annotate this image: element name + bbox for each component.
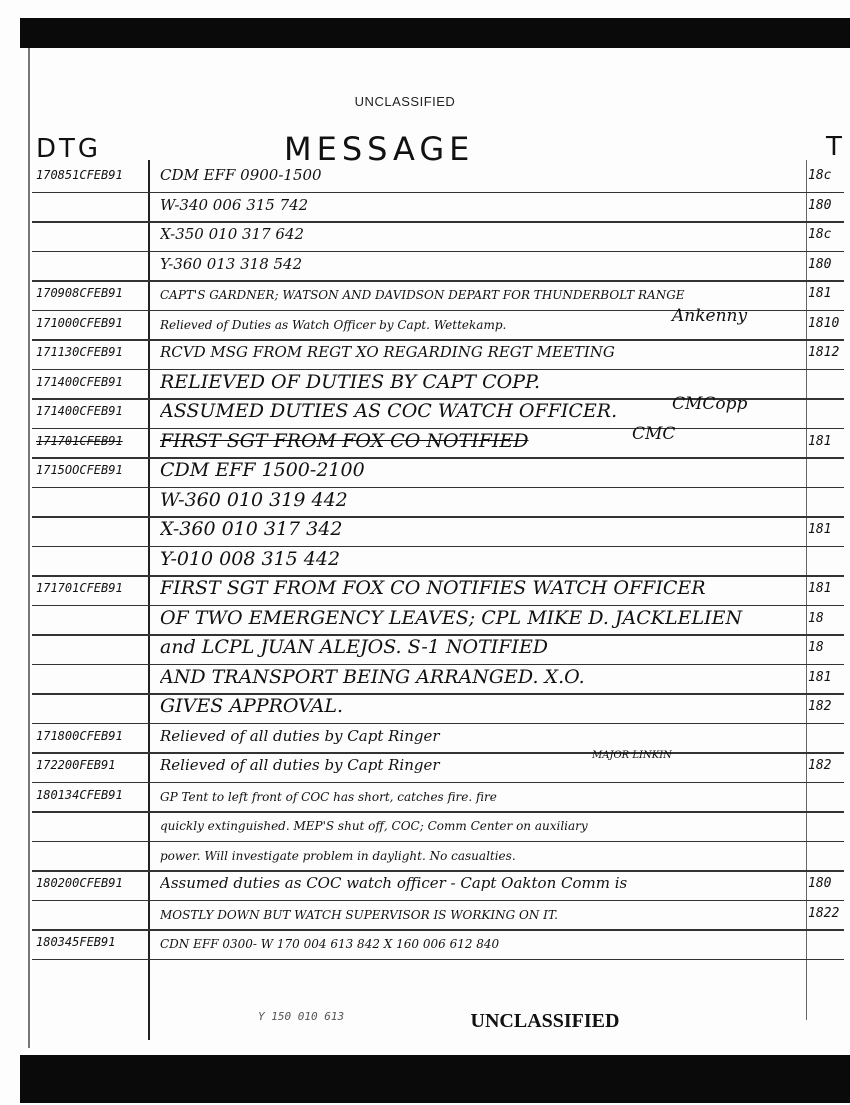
row-time: 1810 (808, 315, 840, 331)
row-message: Relieved of all duties by Capt Ringer (160, 726, 440, 745)
classification-footer: UNCLASSIFIED (470, 1010, 620, 1032)
row-message: CAPT'S GARDNER; WATSON AND DAVIDSON DEPART FOR THUNDERBOLT RANGE (160, 288, 685, 302)
log-row (32, 843, 844, 871)
row-message: ASSUMED DUTIES AS COC WATCH OFFICER. (160, 400, 618, 422)
log-row (32, 194, 844, 222)
row-message: Y-010 008 315 442 (160, 547, 341, 570)
row-message: RELIEVED OF DUTIES BY CAPT COPP. (160, 370, 541, 393)
row-time: 182 (808, 758, 832, 773)
row-dtg: 180200CFEB91 (36, 876, 123, 890)
log-row (32, 931, 844, 959)
log-row (32, 548, 844, 576)
row-message: W-340 006 315 742 (160, 195, 309, 214)
row-message: CDM EFF 0900-1500 (160, 166, 322, 184)
scan-border-top (20, 18, 850, 48)
row-signature: CMC (632, 423, 676, 444)
row-message: and LCPL JUAN ALEJOS. S-1 NOTIFIED (160, 636, 549, 658)
row-message: MOSTLY DOWN BUT WATCH SUPERVISOR IS WORKING ON IT. (160, 907, 558, 922)
scan-border-bottom (20, 1055, 850, 1103)
row-time: 181 (808, 433, 832, 449)
row-time: 181 (808, 669, 832, 685)
row-message: X-350 010 317 642 (160, 225, 305, 243)
log-row (32, 784, 844, 812)
log-row (32, 341, 844, 369)
row-signature: CMCopp (672, 394, 748, 414)
row-time: 18 (808, 640, 824, 655)
log-row (32, 489, 844, 517)
row-time: 180 (808, 876, 832, 891)
row-time: 1822 (808, 905, 840, 921)
column-header-message: MESSAGE (284, 130, 475, 168)
row-signature: MAJOR LINKIN (592, 750, 672, 761)
row-time: 18c (808, 168, 832, 183)
row-message: FIRST SGT FROM FOX CO NOTIFIED (160, 429, 529, 452)
row-dtg: 172200FEB91 (36, 758, 116, 772)
row-message: power. Will investigate problem in daylight. No casualties. (160, 848, 516, 863)
row-message: OF TWO EMERGENCY LEAVES; CPL MIKE D. JACKLELIEN (160, 606, 743, 629)
row-message: GIVES APPROVAL. (160, 695, 343, 717)
log-row (32, 872, 844, 900)
log-row (32, 423, 844, 458)
log-row (32, 577, 844, 605)
log-row (32, 459, 844, 487)
log-row (32, 394, 844, 428)
log-row (32, 518, 844, 546)
row-dtg: 171701CFEB91 (36, 433, 123, 448)
row-dtg: 170851CFEB91 (36, 168, 123, 182)
row-dtg: 171800CFEB91 (36, 728, 123, 743)
row-message: Y-360 013 318 542 (160, 254, 303, 273)
log-row (32, 164, 844, 192)
row-message: CDM EFF 1500-2100 (160, 459, 365, 481)
row-rule (32, 959, 844, 961)
log-row (32, 636, 844, 664)
row-dtg: 171701CFEB91 (36, 581, 123, 595)
row-time: 181 (808, 581, 832, 596)
log-row (32, 253, 844, 281)
row-dtg: 1715OOCFEB91 (36, 463, 123, 477)
page-edge-line (28, 48, 30, 1048)
row-message: CDN EFF 0300- W 170 004 613 842 X 160 006 612 840 (160, 937, 500, 951)
column-header-dtg: DTG (36, 134, 102, 164)
row-message: X-360 010 317 342 (160, 518, 343, 540)
row-dtg: 171000CFEB91 (36, 315, 123, 330)
row-dtg: 170908CFEB91 (36, 286, 123, 300)
log-row (32, 666, 844, 694)
row-message: Relieved of Duties as Watch Officer by Capt. Wettekamp. (160, 317, 507, 332)
row-message: Relieved of all duties by Capt Ringer (160, 756, 440, 774)
row-message: W-360 010 319 442 (160, 488, 348, 511)
row-dtg: 180134CFEB91 (36, 787, 123, 802)
row-signature: Ankenny (672, 305, 748, 326)
row-message: quickly extinguished. MEP'S shut off, COC; Comm Center on auxiliary (160, 819, 588, 833)
classification-header: UNCLASSIFIED (354, 94, 456, 109)
row-time: 181 (808, 286, 832, 301)
row-dtg: 171400CFEB91 (36, 374, 123, 389)
row-time: 182 (808, 699, 832, 714)
log-row (32, 750, 844, 782)
log-row (32, 902, 844, 930)
row-message: RCVD MSG FROM REGT XO REGARDING REGT MEETING (160, 343, 615, 361)
row-dtg: 180345FEB91 (36, 935, 116, 949)
row-message: GP Tent to left front of COC has short, catches fire. fire (160, 789, 497, 804)
row-time: 180 (808, 256, 832, 272)
log-row (32, 305, 844, 340)
column-header-time: T (826, 132, 845, 162)
row-message: AND TRANSPORT BEING ARRANGED. X.O. (160, 665, 585, 688)
row-message: Assumed duties as COC watch officer - Capt Oakton Comm is (160, 874, 628, 892)
log-row (32, 223, 844, 251)
row-message: FIRST SGT FROM FOX CO NOTIFIES WATCH OFFICER (160, 577, 706, 599)
row-dtg: 171130CFEB91 (36, 345, 123, 359)
row-time: 181 (808, 522, 832, 537)
row-time: 1812 (808, 345, 840, 360)
stray-text: Y 150 010 613 (258, 1010, 345, 1023)
row-time: 18c (808, 227, 832, 242)
log-row (32, 725, 844, 753)
row-time: 180 (808, 197, 832, 213)
row-dtg: 171400CFEB91 (36, 404, 123, 418)
log-row (32, 695, 844, 723)
log-row (32, 607, 844, 635)
log-row (32, 813, 844, 841)
row-time: 18 (808, 610, 824, 626)
